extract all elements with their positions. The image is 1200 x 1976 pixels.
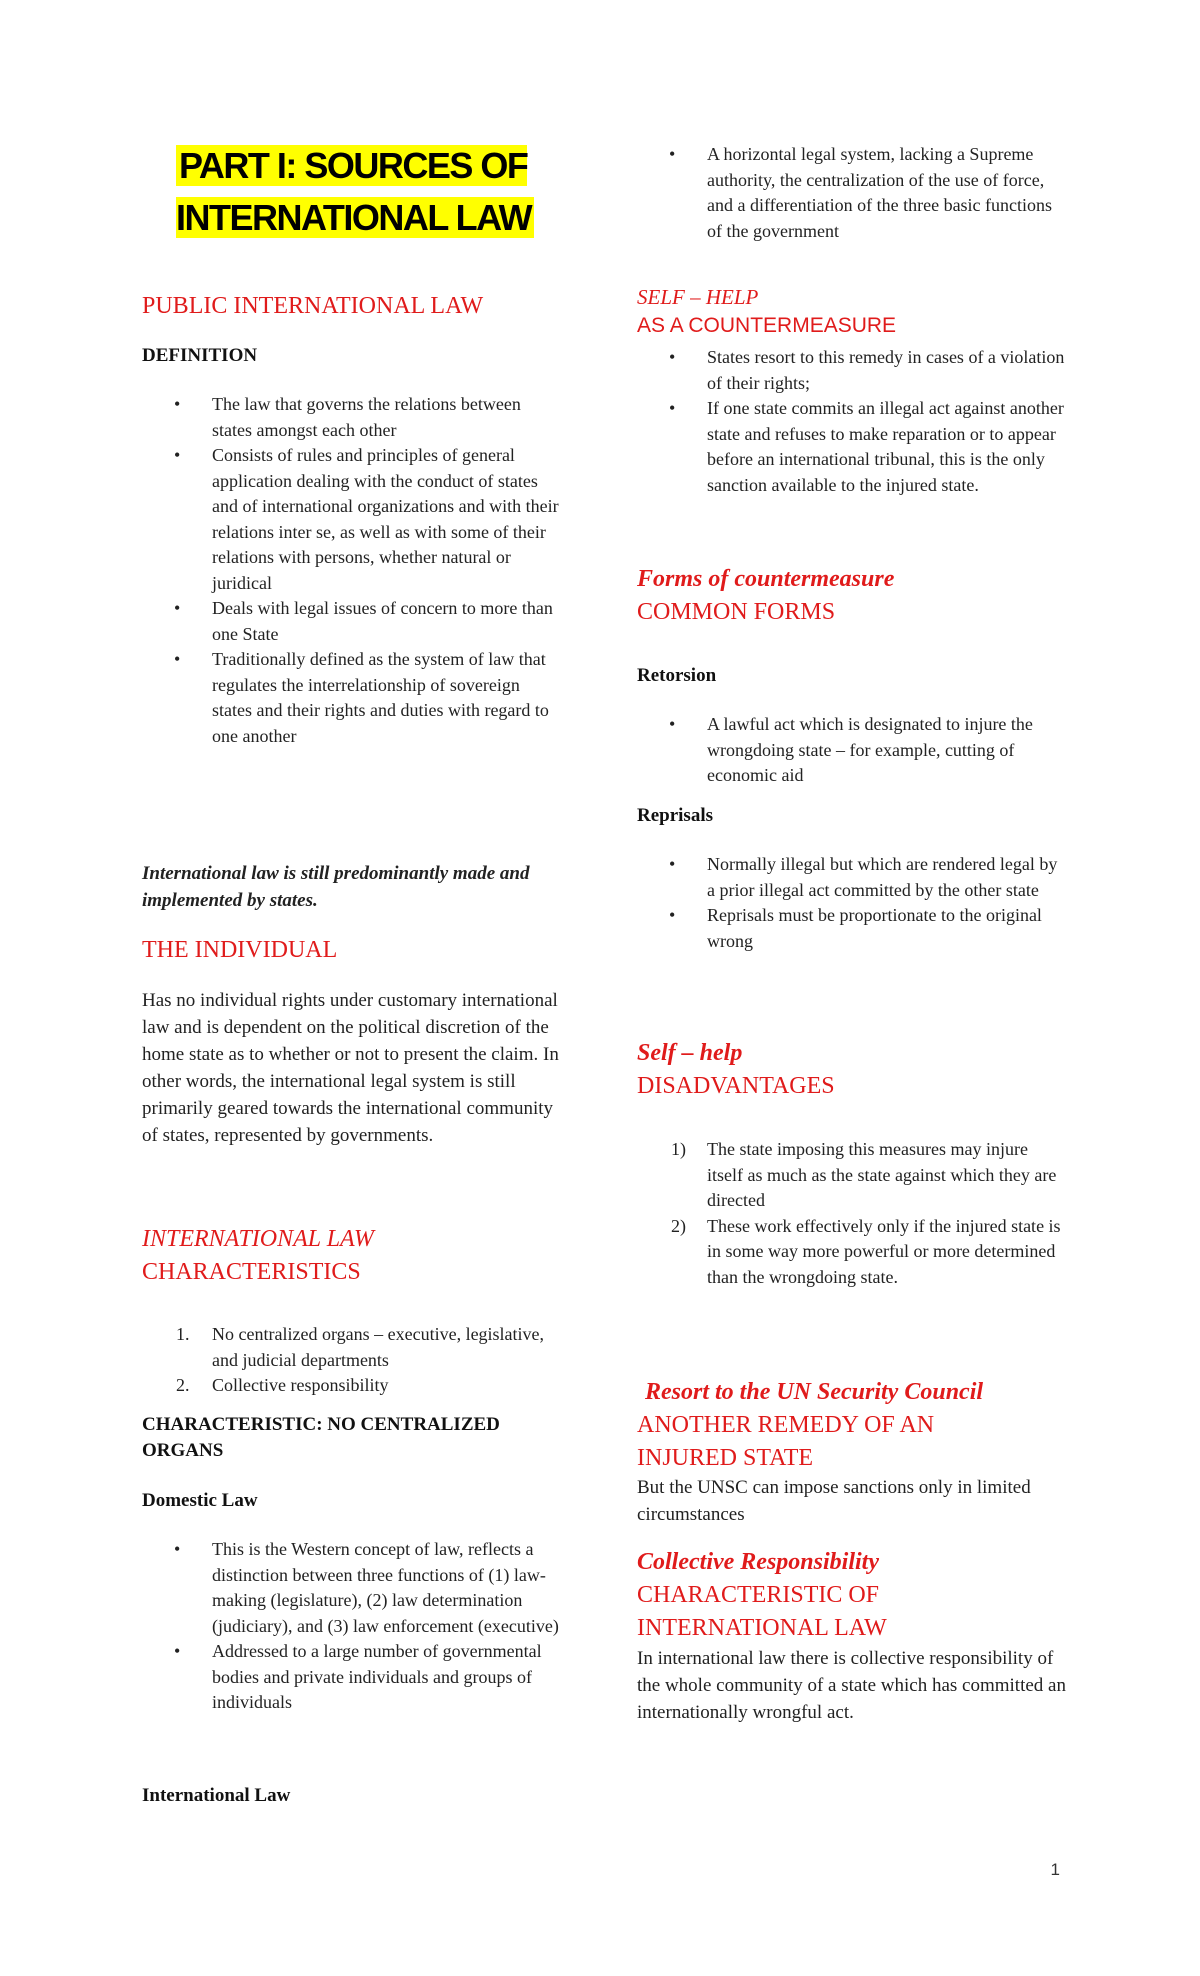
individual-heading: THE INDIVIDUAL — [142, 937, 338, 963]
intl-law-caps-heading: INTERNATIONAL LAW — [637, 1615, 887, 1641]
collective-heading: Collective Responsibility — [637, 1549, 879, 1575]
intl-law-label: International Law — [142, 1785, 291, 1806]
list-item: • The law that governs the relations between states amongst each other — [174, 394, 521, 440]
domestic-list — [142, 1537, 562, 1716]
horizontal-system-list — [637, 142, 1067, 244]
list-item: • Normally illegal but which are rendered legal by a prior illegal act committed by the other state — [669, 854, 1058, 900]
forms-heading: Forms of countermeasure — [637, 566, 895, 592]
char-heading-italic: INTERNATIONAL LAW — [142, 1226, 374, 1252]
char-heading: CHARACTERISTICS — [142, 1259, 361, 1285]
retorsion-label: Retorsion — [637, 665, 717, 686]
list-item: • A horizontal legal system, lacking a Supreme authority, the centralization of the use of force, and a differentiation of the three basic functions of the government — [669, 144, 1053, 241]
list-item: • A lawful act which is designated to injure the wrongdoing state – for example, cutting of economic aid — [669, 714, 1033, 785]
countermeasure-heading: AS A COUNTERMEASURE — [637, 314, 897, 337]
definition-list — [142, 392, 562, 749]
self-help-heading: SELF – HELP — [637, 285, 759, 309]
individual-paragraph: Has no individual rights under customary international law and is dependent on the political discretion of the home state as to whether or not to present the claim. In other words, the international legal system is still primarily geared towards the international community of states, represented by governments. — [142, 990, 559, 1146]
list-item: • This is the Western concept of law, reflects a distinction between three functions of (1) law-making (legislature), (2) law determination (judiciary), and (3) law enforcement (executive) — [174, 1539, 559, 1636]
list-item: 2. Collective responsibility — [176, 1375, 389, 1395]
disadvantages-list — [637, 1137, 1067, 1290]
unsc-heading: Resort to the UN Security Council — [645, 1379, 984, 1405]
self-help-heading-2: Self – help — [637, 1040, 743, 1066]
italic-note: International law is still predominantly made and implemented by states. — [142, 863, 530, 911]
reprisals-list — [637, 852, 1067, 954]
list-item: • Deals with legal issues of concern to more than one State — [174, 598, 553, 644]
definition-label: DEFINITION — [142, 345, 258, 366]
pil-heading: PUBLIC INTERNATIONAL LAW — [142, 293, 484, 319]
disadvantages-heading: DISADVANTAGES — [637, 1073, 835, 1099]
list-item: • If one state commits an illegal act against another state and refuses to make reparation or to appear before an international tribunal, this is the only sanction available to the injured state. — [669, 398, 1064, 495]
list-item: • Reprisals must be proportionate to the original wrong — [669, 905, 1042, 951]
characteristics-list — [142, 1322, 562, 1399]
collective-paragraph: In international law there is collective responsibility of the whole community of a state which has committed an internationally wrongful act. — [637, 1648, 1066, 1723]
page-title: PART I: SOURCES OF INTERNATIONAL LAW — [176, 140, 536, 244]
list-item: 1) The state imposing this measures may injure itself as much as the state against which they are directed — [671, 1139, 1057, 1210]
common-forms-heading: COMMON FORMS — [637, 599, 836, 625]
list-item: 1. No centralized organs – executive, legislative, and judicial departments — [176, 1324, 545, 1370]
list-item: • Consists of rules and principles of general application dealing with the conduct of states and of international organizations and with their relations inter se, as well as with some of their relations with persons, whether natural or juridical — [174, 445, 559, 593]
list-item: • States resort to this remedy in cases of a violation of their rights; — [669, 347, 1065, 393]
remedy-heading-2: INJURED STATE — [637, 1445, 814, 1471]
page-number: 1 — [1050, 1860, 1060, 1879]
remedy-heading-1: ANOTHER REMEDY OF AN — [637, 1412, 935, 1438]
reprisals-label: Reprisals — [637, 805, 713, 826]
domestic-label: Domestic Law — [142, 1490, 258, 1511]
list-item: • Traditionally defined as the system of law that regulates the interrelationship of sovereign states and their rights and duties with regard to one another — [174, 649, 549, 746]
unsc-paragraph: But the UNSC can impose sanctions only in limited circumstances — [637, 1477, 1031, 1525]
list-item: • Addressed to a large number of governmental bodies and private individuals and groups of individuals — [174, 1641, 542, 1712]
retorsion-list — [637, 712, 1067, 789]
list-item: 2) These work effectively only if the injured state is in some way more powerful or more determined than the wrongdoing state. — [671, 1215, 1061, 1287]
characteristic-of-heading: CHARACTERISTIC OF — [637, 1582, 880, 1608]
countermeasure-list — [637, 345, 1067, 498]
no-central-heading: CHARACTERISTIC: NO CENTRALIZED ORGANS — [142, 1414, 500, 1461]
